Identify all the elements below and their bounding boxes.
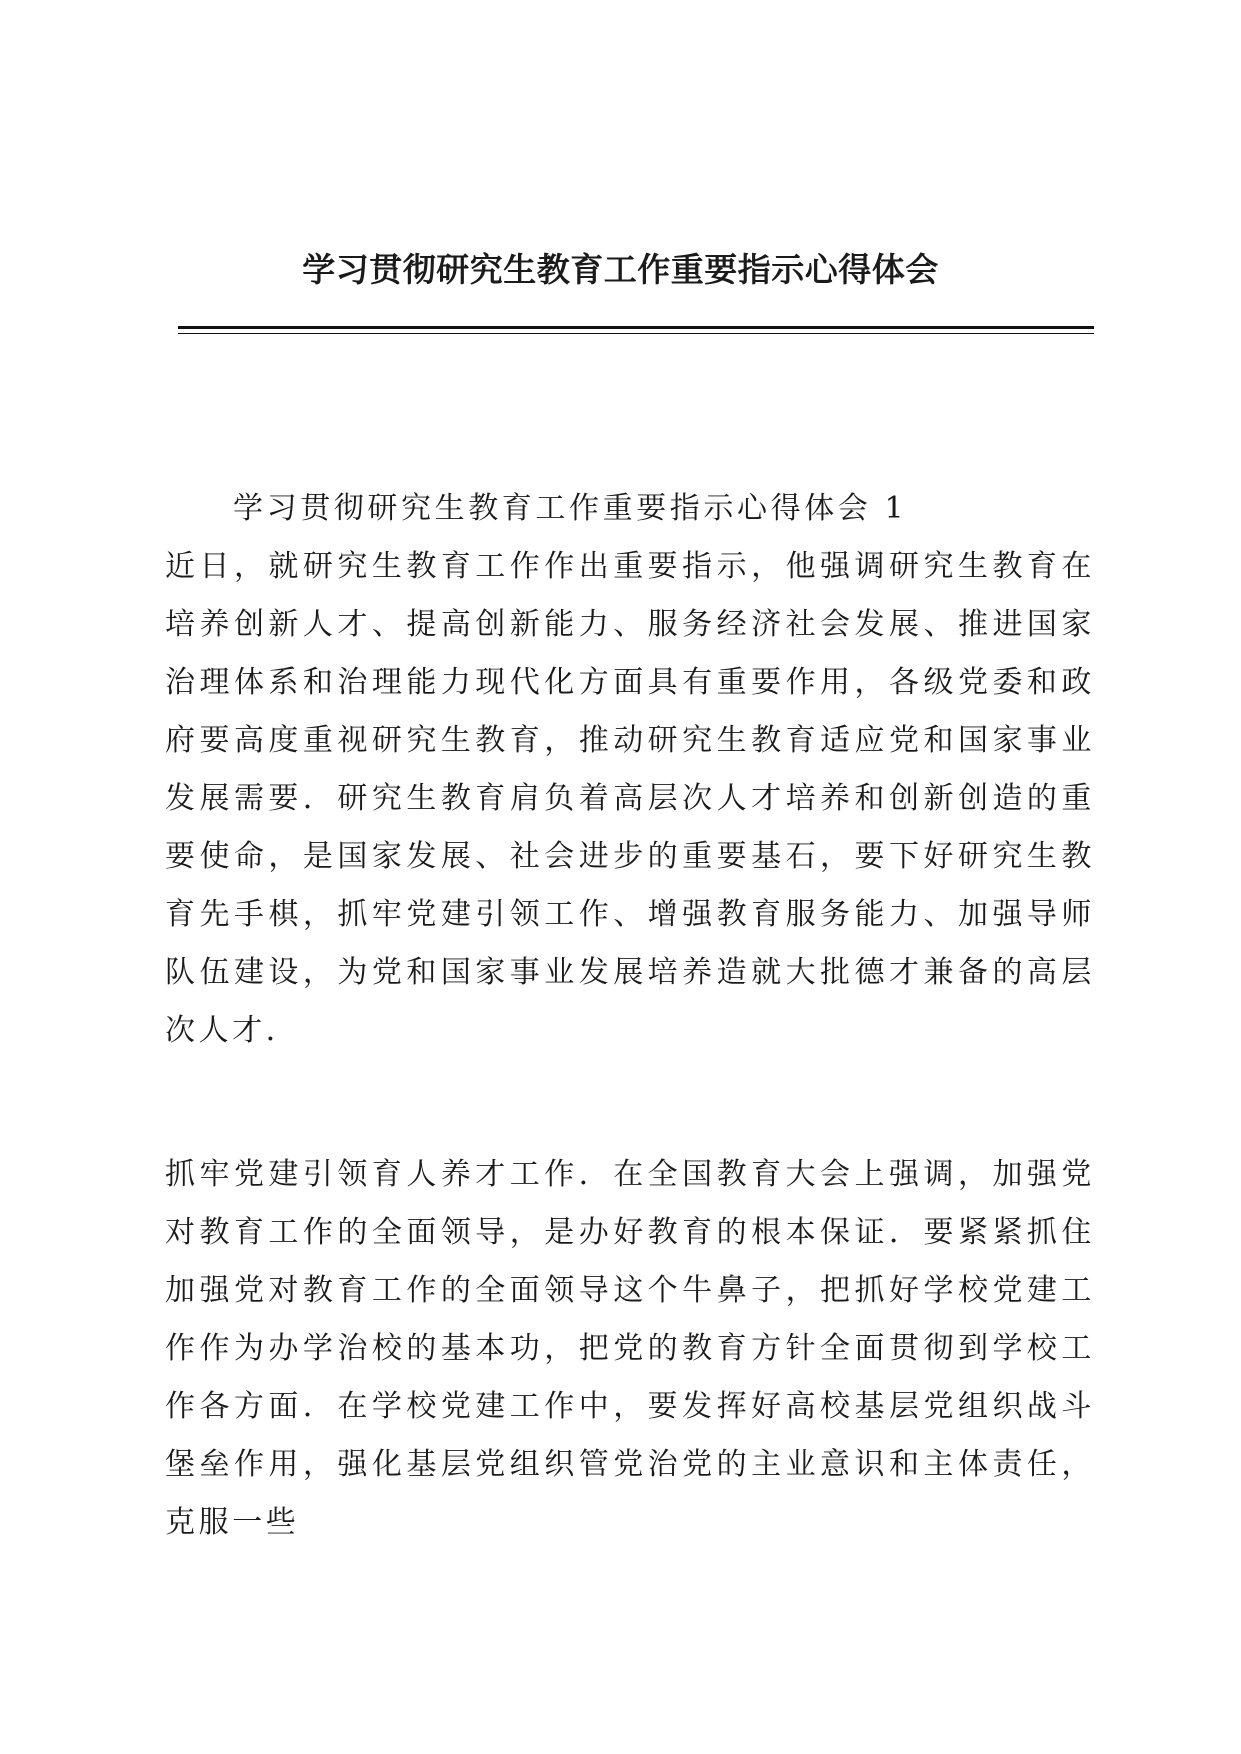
document-body bbox=[165, 480, 1095, 1552]
title-double-rule bbox=[178, 326, 1094, 334]
document-title: 学习贯彻研究生教育工作重要指示心得体会 bbox=[302, 250, 939, 289]
paragraph-spacer bbox=[165, 1060, 1095, 1146]
body-paragraph-1: 近日，就研究生教育工作作出重要指示，他强调研究生教育在培养创新人才、提高创新能力、服务经济社会发展、推进国家治理体系和治理能力现代化方面具有重要作用，各级党委和政府要高度重视研究生教育，推动研究生教育适应党和国家事业发展需要．研究生教育肩负着高层次人才培养和创新创造的重要使命，是国家发展、社会进步的重要基石，要下好研究生教育先手棋，抓牢党建引领工作、增强教育服务能力、加强导师队伍建设，为党和国家事业发展培养造就大批德才兼备的高层次人才． bbox=[165, 549, 1095, 1048]
section-heading: 学习贯彻研究生教育工作重要指示心得体会 1 bbox=[233, 491, 908, 526]
body-paragraph-2: 抓牢党建引领育人养才工作．在全国教育大会上强调，加强党对教育工作的全面领导，是办好教育的根本保证．要紧紧抓住加强党对教育工作的全面领导这个牛鼻子，把抓好学校党建工作作为办学治校的基本功，把党的教育方针全面贯彻到学校工作各方面．在学校党建工作中，要发挥好高校基层党组织战斗堡垒作用，强化基层党组织管党治党的主业意识和主体责任，克服一些 bbox=[165, 1157, 1095, 1540]
